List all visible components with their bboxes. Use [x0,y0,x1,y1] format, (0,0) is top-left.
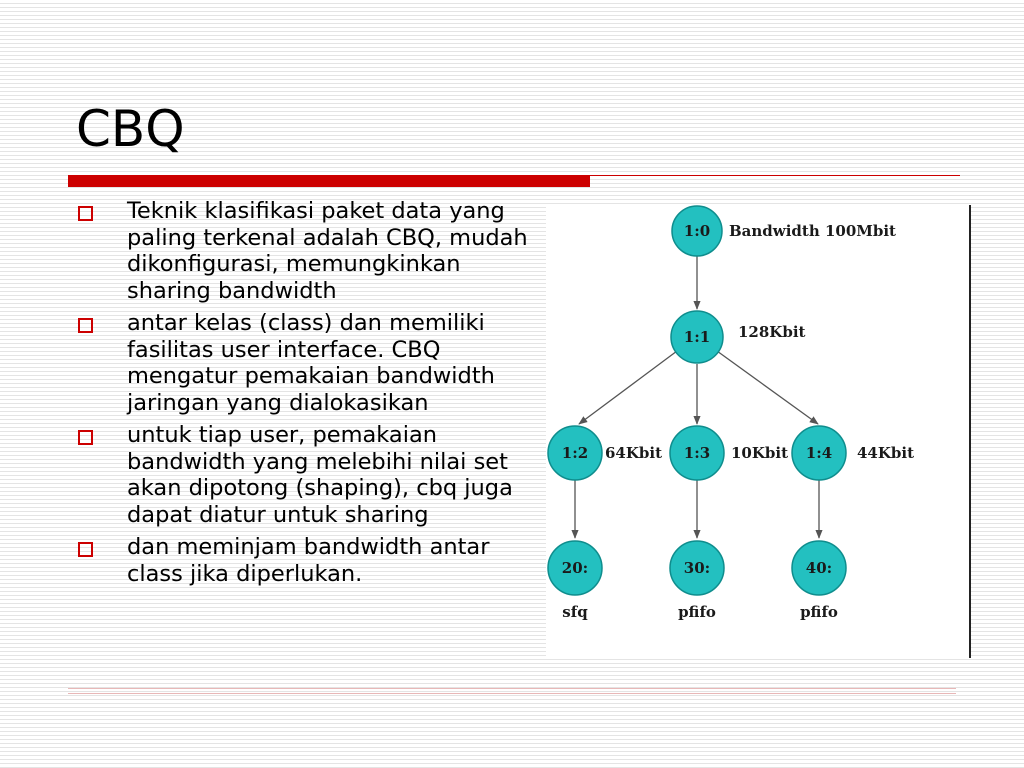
bullet-text: dan meminjam bandwidth antar class jika diperlukan. [127,534,490,587]
bullet-text: antar kelas (class) dan memiliki fasilitas user interface. CBQ mengatur pemakaian bandwidth jaringan yang dialokasikan [127,310,495,416]
edge-1-1-to-1-4 [717,351,818,424]
node-label: 1:4 [805,444,833,462]
qdisc-label: sfq [562,603,588,621]
node-1-3 [670,426,788,480]
bullet-box-icon [78,542,93,557]
footer-rule-bottom [68,693,956,694]
list-item [76,198,546,304]
qdisc-label: pfifo [800,603,838,621]
bullet-text: Teknik klasifikasi paket data yang paling terkenal adalah CBQ, mudah dikonfigurasi, memungkinkan sharing bandwidth [127,198,528,304]
list-item [76,422,546,528]
node-label: 1:0 [683,222,711,240]
edge-1-1-to-1-2 [579,351,677,424]
bullet-box-icon [78,318,93,333]
title-underline-thin [590,175,960,176]
node-label: 1:1 [683,328,711,346]
node-20 [548,541,602,621]
bullet-list [76,198,546,593]
qdisc-label: pfifo [678,603,716,621]
bandwidth-label: Bandwidth 100Mbit [729,222,896,240]
list-item [76,310,546,416]
slide-title: CBQ [76,100,185,158]
bullet-box-icon [78,206,93,221]
node-label: 20: [561,559,589,577]
node-label: 30: [683,559,711,577]
bandwidth-label: 44Kbit [857,444,915,462]
bullet-box-icon [78,430,93,445]
footer-rule-top [68,688,956,689]
node-label: 1:3 [683,444,711,462]
node-1-1 [671,311,806,363]
bandwidth-label: 10Kbit [731,444,789,462]
node-1-0 [672,206,896,256]
bullet-text: untuk tiap user, pemakaian bandwidth yang melebihi nilai set akan dipotong (shaping), cbq juga dapat diatur untuk sharing [127,422,513,528]
title-underline-red [68,175,590,187]
node-30 [670,541,724,621]
node-1-4 [792,426,914,480]
node-label: 1:2 [561,444,589,462]
node-1-2 [548,426,662,480]
bandwidth-label: 128Kbit [738,323,806,341]
list-item [76,534,546,587]
cbq-tree-diagram [546,205,971,658]
bandwidth-label: 64Kbit [605,444,663,462]
node-label: 40: [805,559,833,577]
node-40 [792,541,846,621]
